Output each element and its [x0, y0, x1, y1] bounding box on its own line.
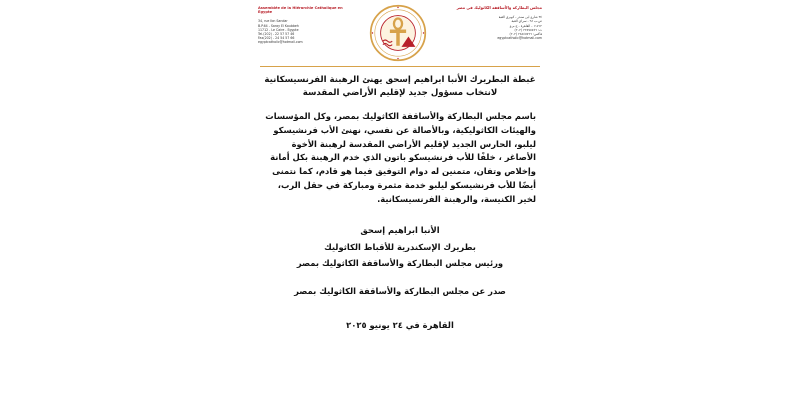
address-line: ص.ب ٦٤ - سراي القبة [511, 19, 542, 24]
email-line: egyptcatholic@hotmail.com [258, 40, 303, 45]
email-line: egyptcatholic@hotmail.com [497, 36, 542, 41]
letterhead [252, 0, 548, 64]
address-line: 11712 - Le Caire - Egypte [258, 27, 299, 32]
org-name-ar: مجلس البطاركة والأساقفة الكاثوليك في مصر [456, 5, 542, 10]
address-line: Fax(202) - 24 54 57 66 [258, 36, 295, 41]
letter-title [264, 74, 536, 100]
address-line: ت: ٢٢٥٧٥٧٤٦ (٢٠٢) [514, 27, 542, 32]
address-line: ٣٤ شارع ابن سندر - كوبري القبة [498, 15, 542, 20]
address-line: Tel.(202) - 22 57 57 46 [258, 32, 295, 37]
letter-body: باسم مجلس البطاركة والأساقفة الكاثوليك بمصر، وكل المؤسسات والهيئات الكاثوليكية، وبالأصالة عن نفسي، نهنئ الأب فرنشيسكو ليلبو، الحارس الجديد لإقليم الأراضي المقدسة لرهبنة الأخوة الأصاغر ، خلفًا للأب فرنشيسكو باتون الذي خدم الرهبنة بكل أمانة وإخلاص وتفان، متمنين له دوام التوفيق فيما هو قادم، كما نتمنى أيضًا للأب فرنشيسكو ليلبو خدمة مثمرة ومباركة في حقل الرب، لخير الكنيسة، والرهبنة الفرنسيسكانية. [265, 111, 536, 204]
title-line: لانتخاب مسؤول جديد لإقليم الأراضي المقدسة [302, 88, 498, 98]
issued-by: صدر عن مجلس البطاركة والأساقفة الكاثوليك بمصر [294, 286, 506, 296]
address-line: 34, rue Ibn Sandar [258, 19, 288, 24]
date-line: القاهرة في ٢٤ يونيو ٢٠٢٥ [346, 320, 454, 330]
address-line: ١١٧١٢ - القاهرة - ج.م.ع [509, 23, 542, 28]
address-line: فاكس: ٢٤٥٤٥٧٦٦ (٢٠٢) [509, 32, 542, 37]
letterhead-left [258, 6, 358, 45]
signature-title: ورئيس مجلس البطاركة والأساقفة الكاثوليك بمصر [296, 258, 504, 268]
header-divider [260, 66, 540, 67]
org-name-fr: Assemblée de la Hiérarchie Catholique en Egypte [258, 6, 343, 15]
signature-title: بطريرك الإسكندرية للأقباط الكاثوليك [324, 241, 476, 252]
address-line: B.P.64 - Saray El Koubbeh [258, 23, 299, 28]
title-line: غبطة البطريرك الأنبا ابراهيم إسحق يهنئ الرهبنة الفرنسيسكانية [264, 75, 536, 85]
signature-block [264, 222, 536, 272]
signature-name: الأنبا ابراهيم إسحق [360, 225, 440, 235]
letter-page [252, 0, 548, 400]
council-emblem-icon [369, 4, 427, 62]
letterhead-right [442, 6, 542, 40]
